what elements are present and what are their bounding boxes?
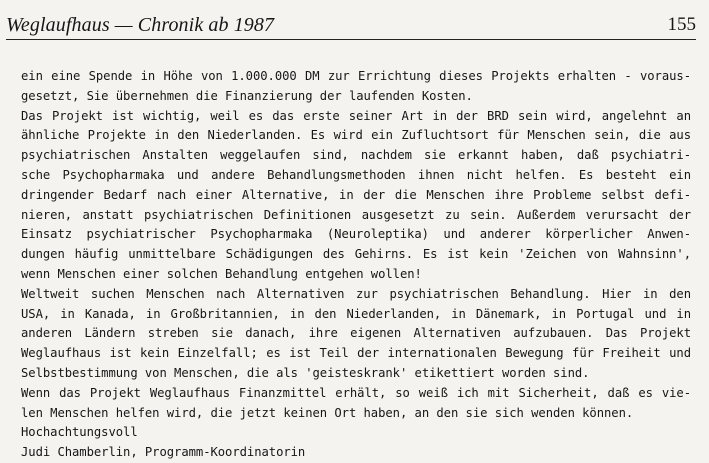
text-line: anderen Ländern streben sie danach, ihre eigenen Alternativen aufzubauen. Das Projekt	[21, 326, 691, 341]
text-line: Das Projekt ist wichtig, weil es das erste seiner Art in der BRD sein wird, angelehnt an	[21, 108, 691, 123]
text-line: dungen häufig unmittelbare Schädigungen des Gehirns. Es ist kein 'Zeichen von Wahnsinn',	[21, 247, 691, 262]
text-line: Einsatz psychiatrischer Psychopharmaka (Neuroleptika) und anderer körperlicher Anwen-	[21, 227, 691, 242]
text-line: sche Psychopharmaka und andere Behandlungsmethoden ihnen nicht helfen. Es besteht ein	[21, 167, 691, 182]
page-number: 155	[667, 14, 696, 35]
text-line: ähnliche Projekte in den Niederlanden. Es wird ein Zufluchtsort für Menschen sein, die aus	[21, 128, 691, 143]
text-line: wenn Menschen einer solchen Behandlung entgehen wollen!	[21, 266, 422, 281]
header-rule	[6, 39, 696, 40]
text-line: Hochachtungsvoll	[21, 425, 138, 440]
text-line: gesetzt, Sie übernehmen die Finanzierung der laufenden Kosten.	[21, 88, 473, 103]
text-line: dringender Bedarf nach einer Alternative, in der die Menschen ihre Probleme selbst defi-	[21, 187, 691, 202]
running-title: Weglaufhaus — Chronik ab 1987	[6, 14, 275, 36]
text-line: Weglaufhaus ist kein Einzelfall; es ist Teil der internationalen Bewegung für Freiheit und	[21, 346, 691, 361]
text-line: USA, in Kanada, in Großbritannien, in den Niederlanden, in Dänemark, in Portugal und in	[21, 306, 691, 321]
text-line: Selbstbestimmung von Menschen, die als 'geisteskrank' etikettiert worden sind.	[21, 365, 590, 380]
letter-body	[21, 67, 691, 463]
text-line: nieren, anstatt psychiatrischen Definitionen ausgesetzt zu sein. Außerdem verursacht der	[21, 207, 691, 222]
text-line: len Menschen helfen wird, die jetzt keinen Ort haben, an den sie sich wenden können.	[21, 405, 634, 420]
text-line: Weltweit suchen Menschen nach Alternativen zur psychiatrischen Behandlung. Hier in den	[21, 286, 691, 301]
text-line: psychiatrischen Anstalten weggelaufen sind, nachdem sie erkannt haben, daß psychiatri-	[21, 148, 691, 163]
text-line: Judi Chamberlin, Programm-Koordinatorin	[21, 445, 306, 460]
text-line: Wenn das Projekt Weglaufhaus Finanzmittel erhält, so weiß ich mit Sicherheit, daß es vie-	[21, 385, 691, 400]
text-line: ein eine Spende in Höhe von 1.000.000 DM zur Errichtung dieses Projekts erhalten - voraus-	[21, 69, 691, 83]
running-header	[6, 14, 696, 40]
